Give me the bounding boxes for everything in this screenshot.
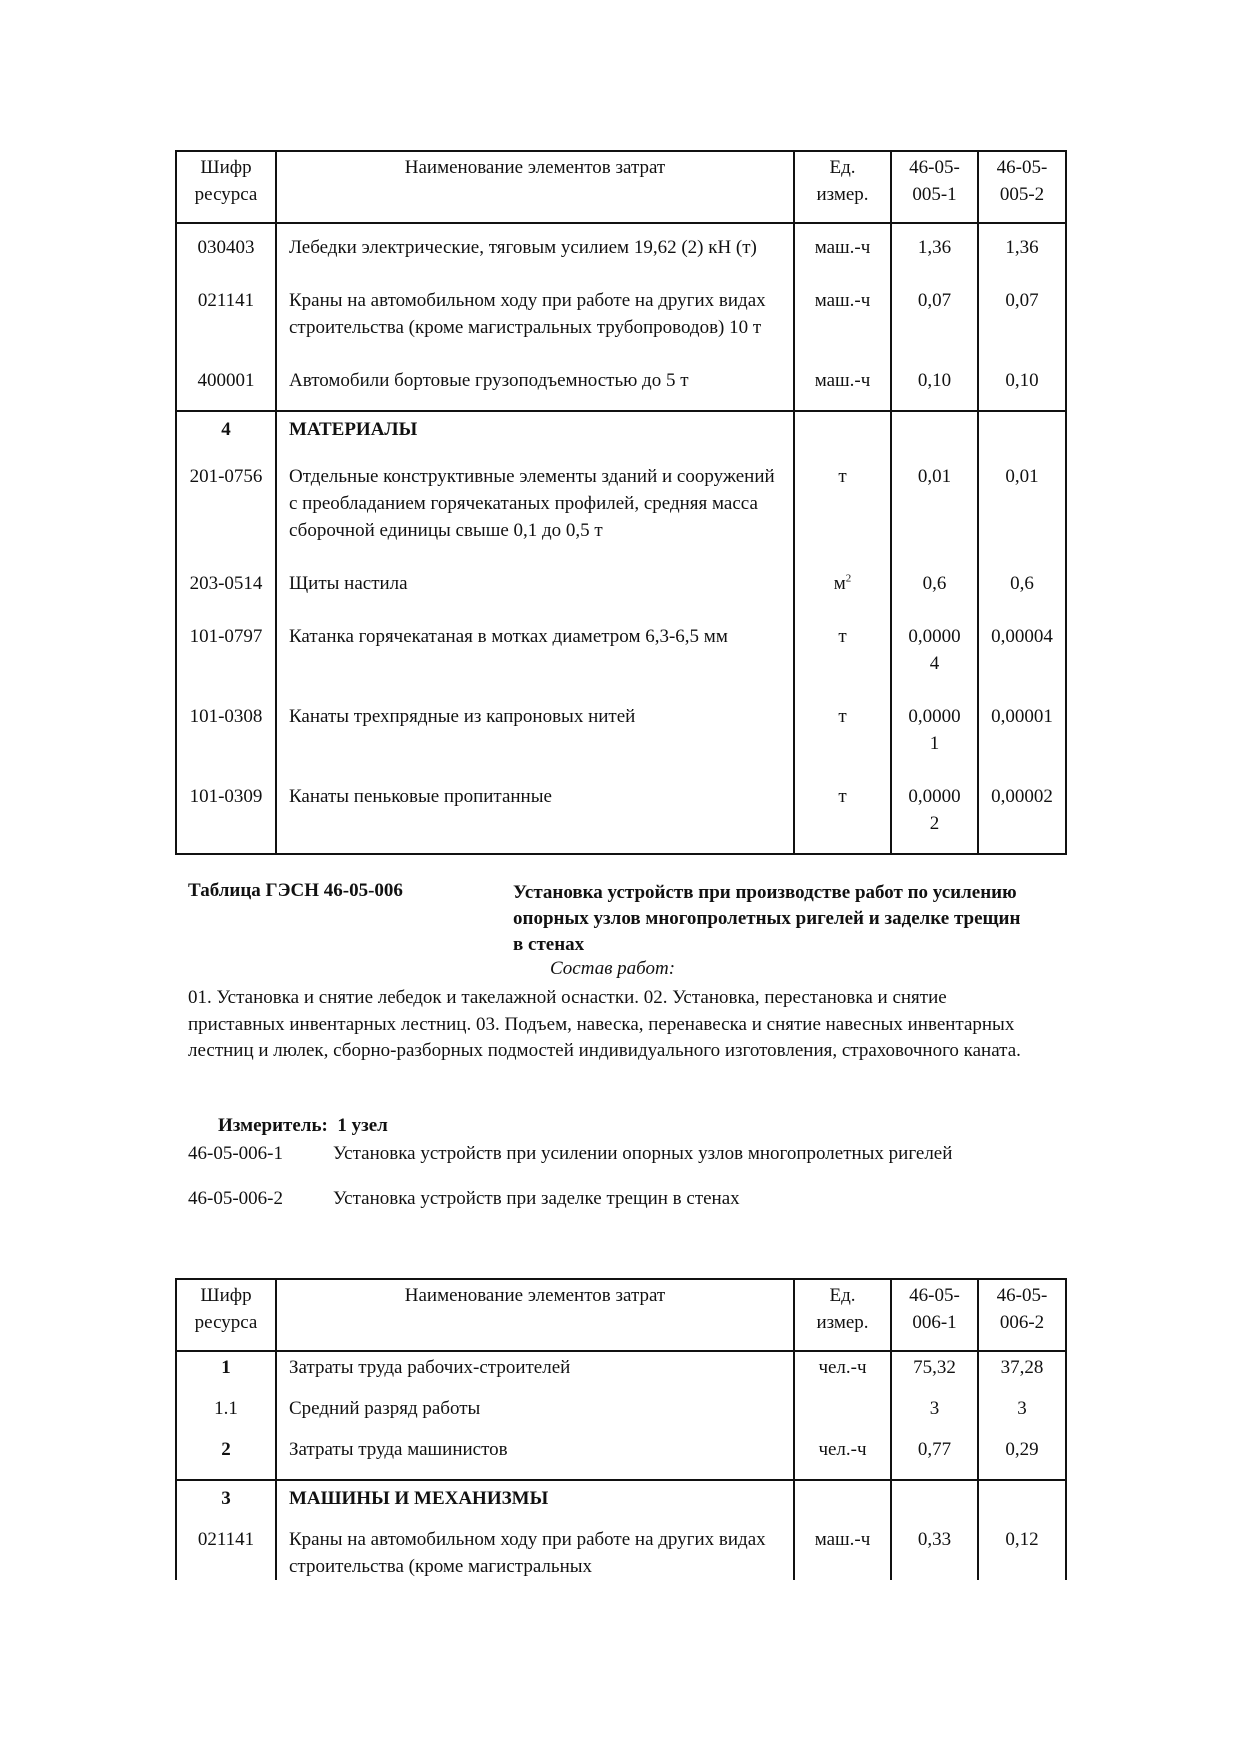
cell-value-1: 0,77 xyxy=(891,1434,978,1480)
cell-value-2: 3 xyxy=(978,1393,1066,1434)
cell-code: 021141 xyxy=(176,277,276,357)
table-row xyxy=(176,277,1066,357)
measure xyxy=(218,1115,388,1137)
cell-value-1: 1,36 xyxy=(891,223,978,277)
variant-code: 46-05-006-2 xyxy=(188,1188,283,1209)
cell-value-1: 75,32 xyxy=(891,1351,978,1393)
variant-text: Установка устройств при заделке трещин в стенах xyxy=(333,1188,740,1209)
cell-name: Затраты труда рабочих-строителей xyxy=(276,1351,794,1393)
header-col2: 46-05-005-2 xyxy=(978,151,1066,223)
cell-code: 021141 xyxy=(176,1522,276,1580)
cell-name: Средний разряд работы xyxy=(276,1393,794,1434)
header-col2: 46-05-006-2 xyxy=(978,1279,1066,1351)
cell-name: Катанка горячекатаная в мотках диаметром 6,3-6,5 мм xyxy=(276,613,794,693)
variant-text: Установка устройств при усилении опорных узлов многопролетных ригелей xyxy=(333,1143,953,1164)
header-col1: 46-05-005-1 xyxy=(891,151,978,223)
cell-name: Канаты пеньковые пропитанные xyxy=(276,773,794,854)
variant-item xyxy=(188,1143,952,1165)
cell-unit: чел.-ч xyxy=(794,1434,891,1480)
cell-unit: маш.-ч xyxy=(794,357,891,411)
cell-code: 400001 xyxy=(176,357,276,411)
measure-value: 1 узел xyxy=(337,1115,388,1136)
cell-code: 203-0514 xyxy=(176,560,276,613)
cell-value-1: 0,33 xyxy=(891,1522,978,1580)
cell-value-2: 0,07 xyxy=(978,277,1066,357)
header-col1: 46-05-006-1 xyxy=(891,1279,978,1351)
cell-name: Затраты труда машинистов xyxy=(276,1434,794,1480)
table-row xyxy=(176,223,1066,277)
header-name: Наименование элементов затрат xyxy=(276,151,794,223)
table-title: Установка устройств при производстве работ по усилению опорных узлов многопролетных ригелей и заделке трещин в стенах xyxy=(513,882,1021,955)
table-row xyxy=(176,453,1066,560)
cell-unit: т xyxy=(794,613,891,693)
cell-value-2: 0,00002 xyxy=(978,773,1066,854)
cell-unit: маш.-ч xyxy=(794,277,891,357)
section-title: МАШИНЫ И МЕХАНИЗМЫ xyxy=(276,1480,794,1522)
cell-code: 030403 xyxy=(176,223,276,277)
table-row xyxy=(176,1522,1066,1580)
section-row-machines xyxy=(176,1480,1066,1522)
composition-label: Состав работ: xyxy=(550,958,676,979)
section-code: 4 xyxy=(176,411,276,453)
cell-code: 2 xyxy=(176,1434,276,1480)
cell-value-2: 0,00004 xyxy=(978,613,1066,693)
cell-unit: т xyxy=(794,453,891,560)
header-name: Наименование элементов затрат xyxy=(276,1279,794,1351)
cell-value-1: 0,6 xyxy=(891,560,978,613)
variant-item xyxy=(188,1188,740,1210)
cell-unit: маш.-ч xyxy=(794,223,891,277)
cell-name: Щиты настила xyxy=(276,560,794,613)
cell-value-2: 0,12 xyxy=(978,1522,1066,1580)
cell-value-1: 0,00001 xyxy=(891,693,978,773)
cell-name: Канаты трехпрядные из капроновых нитей xyxy=(276,693,794,773)
header-code: Шифр ресурса xyxy=(176,1279,276,1351)
header-code: Шифр ресурса xyxy=(176,151,276,223)
cell-value-2: 0,29 xyxy=(978,1434,1066,1480)
cell-name: Краны на автомобильном ходу при работе на других видах строительства (кроме магистральных xyxy=(276,1522,794,1580)
cell-value-1: 0,07 xyxy=(891,277,978,357)
table-row xyxy=(176,1393,1066,1434)
table-row xyxy=(176,560,1066,613)
cell-value-2: 0,6 xyxy=(978,560,1066,613)
cell-value-2: 0,10 xyxy=(978,357,1066,411)
cell-name: Автомобили бортовые грузоподъемностью до 5 т xyxy=(276,357,794,411)
cell-value-2: 1,36 xyxy=(978,223,1066,277)
section-title: МАТЕРИАЛЫ xyxy=(276,411,794,453)
variant-code: 46-05-006-1 xyxy=(188,1143,283,1164)
cell-value-2: 37,28 xyxy=(978,1351,1066,1393)
cell-unit: маш.-ч xyxy=(794,1522,891,1580)
cell-name: Лебедки электрические, тяговым усилием 19,62 (2) кН (т) xyxy=(276,223,794,277)
table-row xyxy=(176,613,1066,693)
cell-value-2: 0,00001 xyxy=(978,693,1066,773)
cell-code: 101-0309 xyxy=(176,773,276,854)
header-unit: Ед. измер. xyxy=(794,1279,891,1351)
table-label: Таблица ГЭСН 46-05-006 xyxy=(188,880,403,901)
cell-unit xyxy=(794,1393,891,1434)
cell-name: Отдельные конструктивные элементы зданий и сооружений с преобладанием горячекатаных профилей, средняя масса сборочной единицы свыше 0,1 до 0,5 т xyxy=(276,453,794,560)
table-header-row xyxy=(176,1279,1066,1351)
resource-table-46-05-006 xyxy=(175,1278,1067,1580)
cell-name: Краны на автомобильном ходу при работе на других видах строительства (кроме магистральных трубопроводов) 10 т xyxy=(276,277,794,357)
cell-unit: т xyxy=(794,773,891,854)
cell-unit: т xyxy=(794,693,891,773)
cell-value-1: 0,00002 xyxy=(891,773,978,854)
measure-label: Измеритель: xyxy=(218,1115,328,1136)
cell-code: 1.1 xyxy=(176,1393,276,1434)
cell-value-1: 0,01 xyxy=(891,453,978,560)
cell-value-1: 3 xyxy=(891,1393,978,1434)
cell-code: 201-0756 xyxy=(176,453,276,560)
table-row xyxy=(176,773,1066,854)
table-header-row xyxy=(176,151,1066,223)
resource-table-46-05-005 xyxy=(175,150,1067,855)
table-row xyxy=(176,1351,1066,1393)
table-row xyxy=(176,693,1066,773)
table-row xyxy=(176,357,1066,411)
cell-unit: $м^2$ xyxy=(794,560,891,613)
cell-code: 101-0308 xyxy=(176,693,276,773)
section-row-materials xyxy=(176,411,1066,453)
cell-code: 101-0797 xyxy=(176,613,276,693)
header-unit: Ед. измер. xyxy=(794,151,891,223)
cell-value-1: 0,10 xyxy=(891,357,978,411)
section-code: 3 xyxy=(176,1480,276,1522)
cell-unit: чел.-ч xyxy=(794,1351,891,1393)
cell-value-2: 0,01 xyxy=(978,453,1066,560)
cell-code: 1 xyxy=(176,1351,276,1393)
cell-value-1: 0,00004 xyxy=(891,613,978,693)
table-row xyxy=(176,1434,1066,1480)
composition-text: 01. Установка и снятие лебедок и такелажной оснастки. 02. Установка, перестановка и снятие приставных инвентарных лестниц. 03. Подъем, навеска, перенавеска и снятие навесных инвентарных лестниц и люлек, сборно-разборных подмостей индивидуального изготовления, страховочного каната. xyxy=(188,987,1021,1061)
